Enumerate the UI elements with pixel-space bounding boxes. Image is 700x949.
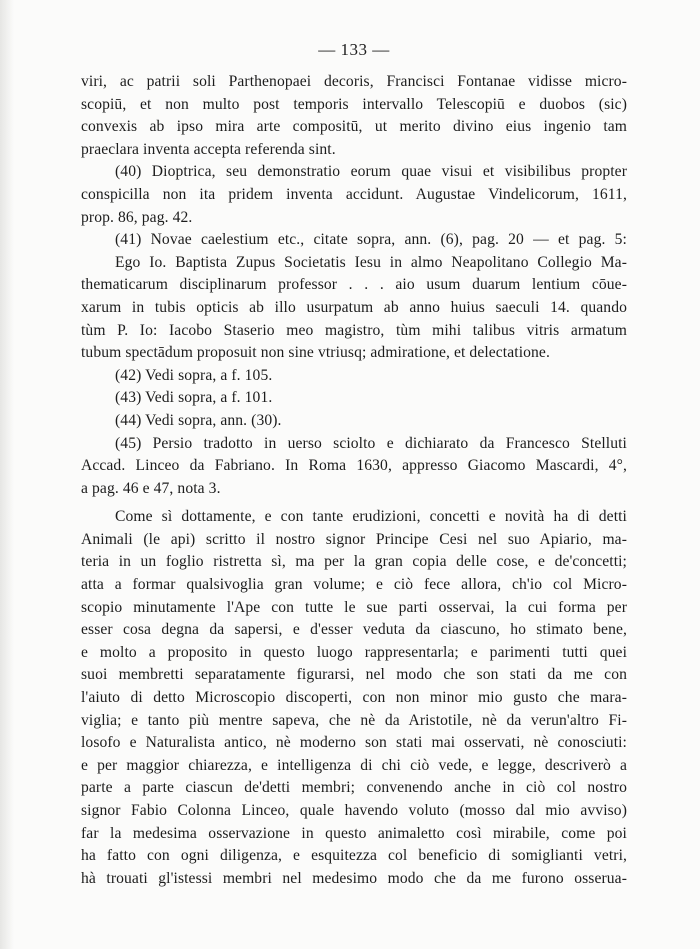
text-line: Accad. Linceo da Fabriano. In Roma 1630, appresso Giacomo Mascardi, 4°,	[81, 457, 627, 475]
text-line: Come sì dottamente, e con tante erudizioni, concetti e novità ha di detti	[115, 508, 627, 526]
text-line: e per maggior chiarezza, e intelligenza di chi ciò vede, e legge, descriverò a	[81, 756, 627, 774]
text-line: a pag. 46 e 47, nota 3.	[81, 479, 221, 497]
text-line: hà trouati gl'istessi membri nel medesimo modo che da me furono osserua-	[81, 869, 627, 887]
text-line: teria in un foglio ristretta sì, ma per la gran copia delle cose, e de'concetti;	[81, 553, 627, 571]
text-line: convexis ab ipso mira arte compositū, ut merito divino eius ingenio tam	[81, 118, 627, 136]
footnote-44	[81, 410, 627, 433]
footnote-43	[81, 387, 627, 410]
text-line: ha fatto con ogni diligenza, e esquitezza col beneficio di somiglianti vetri,	[81, 847, 627, 865]
text-line: (42) Vedi sopra, a f. 105.	[115, 366, 273, 384]
footnote-40	[81, 161, 627, 229]
page-edge-shadow	[0, 0, 14, 949]
text-line: suoi membretti separatamente figurarsi, nel modo che son stati da me con	[81, 666, 627, 684]
text-line: viglia; e tanto più mentre sapeva, che nè da Aristotile, nè da verun'altro Fi-	[81, 711, 627, 729]
text-line: signor Fabio Colonna Linceo, quale havendo voluto (mosso dal mio avviso)	[81, 802, 627, 819]
text-line: far la medesima osservazione in questo animaletto così mirabile, come poi	[81, 824, 627, 842]
text-line: Animali (le api) scritto il nostro signor Principe Cesi nel suo Apiario, ma-	[81, 530, 627, 548]
footnote-41-quote	[81, 252, 627, 365]
footnote-42	[81, 365, 627, 388]
text-line: l'aiuto di detto Microscopio discoperti, con non minor mio gusto che mara-	[81, 689, 627, 707]
text-line: losofo e Naturalista antico, nè moderno son stati mai osservati, nè conosciuti:	[81, 734, 627, 752]
text-line: praeclara inventa accepta referenda sint.	[81, 140, 336, 158]
text-line: scopio minutamente l'Ape con tutte le sue parti osservai, la cui forma per	[81, 598, 627, 616]
paragraph-continuation	[81, 71, 627, 161]
text-line: tùm P. Io: Iacobo Staserio meo magistro, tùm mihi talibus vitris armatum	[81, 321, 627, 339]
main-paragraph	[81, 506, 627, 890]
text-line: e molto a proposito in questo luogo rappresentarla; e parimenti tutti quei	[81, 643, 627, 661]
text-line: parte a parte ciascun de'detti membri; convenendo anche in ciò col nostro	[81, 779, 627, 797]
footnote-41	[81, 229, 627, 252]
text-line: (40) Dioptrica, seu demonstratio eorum quae visui et visibilibus propter	[115, 163, 627, 181]
text-line: scopiū, et non multo post temporis intervallo Telescopiū e duobos (sic)	[81, 95, 627, 113]
text-line: atta a formar qualsivoglia gran volume; e ciò fece allora, ch'io col Micro-	[81, 576, 627, 594]
text-line: prop. 86, pag. 42.	[81, 208, 193, 226]
footnote-45	[81, 433, 627, 501]
page-number: — 133 —	[318, 40, 390, 59]
text-line: (41) Novae caelestium etc., citate sopra, ann. (6), pag. 20 — et pag. 5:	[115, 231, 627, 249]
text-line: tubum spectādum proposuit non sine vtriusq; admiratione, et delectatione.	[81, 344, 550, 362]
text-line: (45) Persio tradotto in uerso sciolto e dichiarato da Francesco Stelluti	[115, 434, 627, 452]
text-line: viri, ac patrii soli Parthenopaei decoris, Francisci Fontanae vidisse micro-	[81, 73, 627, 90]
text-line: thematicarum disciplinarum professor . . . aio usum duarum lentium cōue-	[81, 276, 627, 294]
text-line: (43) Vedi sopra, a f. 101.	[115, 389, 273, 407]
text-line: (44) Vedi sopra, ann. (30).	[115, 411, 282, 429]
text-line: conspicilla non ita pridem inventa accidunt. Augustae Vindelicorum, 1611,	[81, 185, 627, 203]
text-line: Ego Io. Baptista Zupus Societatis Iesu in almo Neapolitano Collegio Ma-	[115, 253, 627, 271]
book-page	[81, 40, 627, 890]
text-line: xarum in tubis opticis ab illo usurpatum ab anno huius saeculi 14. quando	[81, 298, 627, 316]
text-line: esser cosa degna da sapersi, e d'esser veduta da ciascuno, ho stimato bene,	[81, 621, 627, 639]
